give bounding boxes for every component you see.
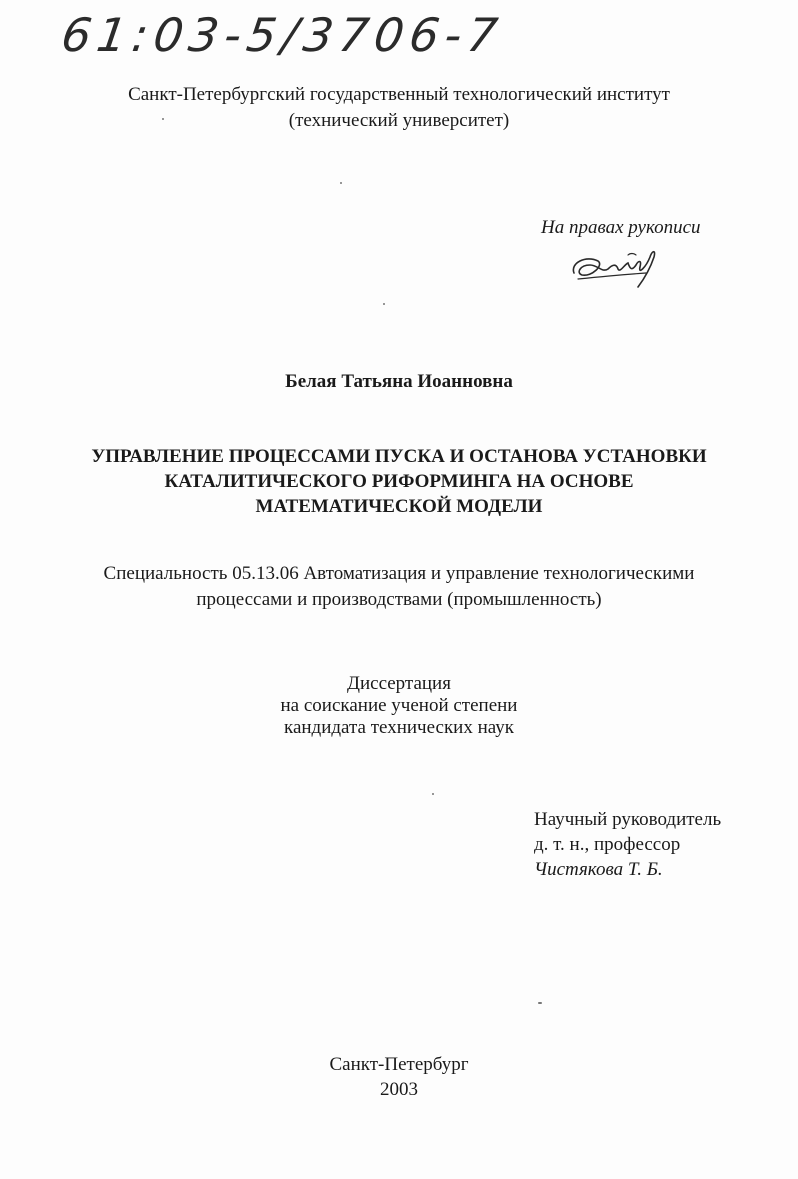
year: 2003 — [380, 1079, 418, 1100]
archive-code: 61:03-5/3706-7 — [58, 8, 507, 62]
author-name: Белая Татьяна Иоанновна — [285, 371, 513, 392]
institute-subtitle: (технический университет) — [288, 110, 510, 131]
title-line: КАТАЛИТИЧЕСКОГО РИФОРМИНГА НА ОСНОВЕ — [164, 471, 634, 492]
city: Санкт-Петербург — [329, 1054, 469, 1075]
degree-block — [0, 673, 798, 739]
scan-speck — [538, 1002, 542, 1004]
specialty-line: Специальность 05.13.06 Автоматизация и управление технологическими — [103, 563, 695, 584]
signature — [568, 243, 664, 296]
signature-icon — [568, 243, 664, 291]
scan-speck — [432, 793, 434, 795]
scan-speck — [383, 303, 385, 305]
degree-line: на соискание ученой степени — [280, 695, 518, 716]
place-year — [0, 1052, 798, 1102]
rights-note: На правах рукописи — [541, 217, 701, 238]
supervisor-role: Научный руководитель — [534, 809, 722, 830]
supervisor-degree: д. т. н., профессор — [534, 834, 681, 855]
scan-speck — [162, 118, 164, 120]
degree-line: кандидата технических наук — [284, 717, 514, 738]
specialty — [40, 561, 758, 613]
supervisor-name: Чистякова Т. Б. — [534, 859, 663, 880]
institute-name: Санкт-Петербургский государственный технологический институт — [128, 84, 670, 105]
degree-line: Диссертация — [347, 673, 451, 694]
specialty-line: процессами и производствами (промышленность) — [196, 589, 602, 610]
institute-block — [0, 82, 798, 134]
supervisor-block — [534, 807, 721, 882]
title-line: УПРАВЛЕНИЕ ПРОЦЕССАМИ ПУСКА И ОСТАНОВА УСТАНОВКИ — [91, 446, 707, 467]
title-line: МАТЕМАТИЧЕСКОЙ МОДЕЛИ — [255, 496, 543, 517]
scan-speck — [340, 182, 342, 184]
dissertation-title — [60, 444, 738, 519]
